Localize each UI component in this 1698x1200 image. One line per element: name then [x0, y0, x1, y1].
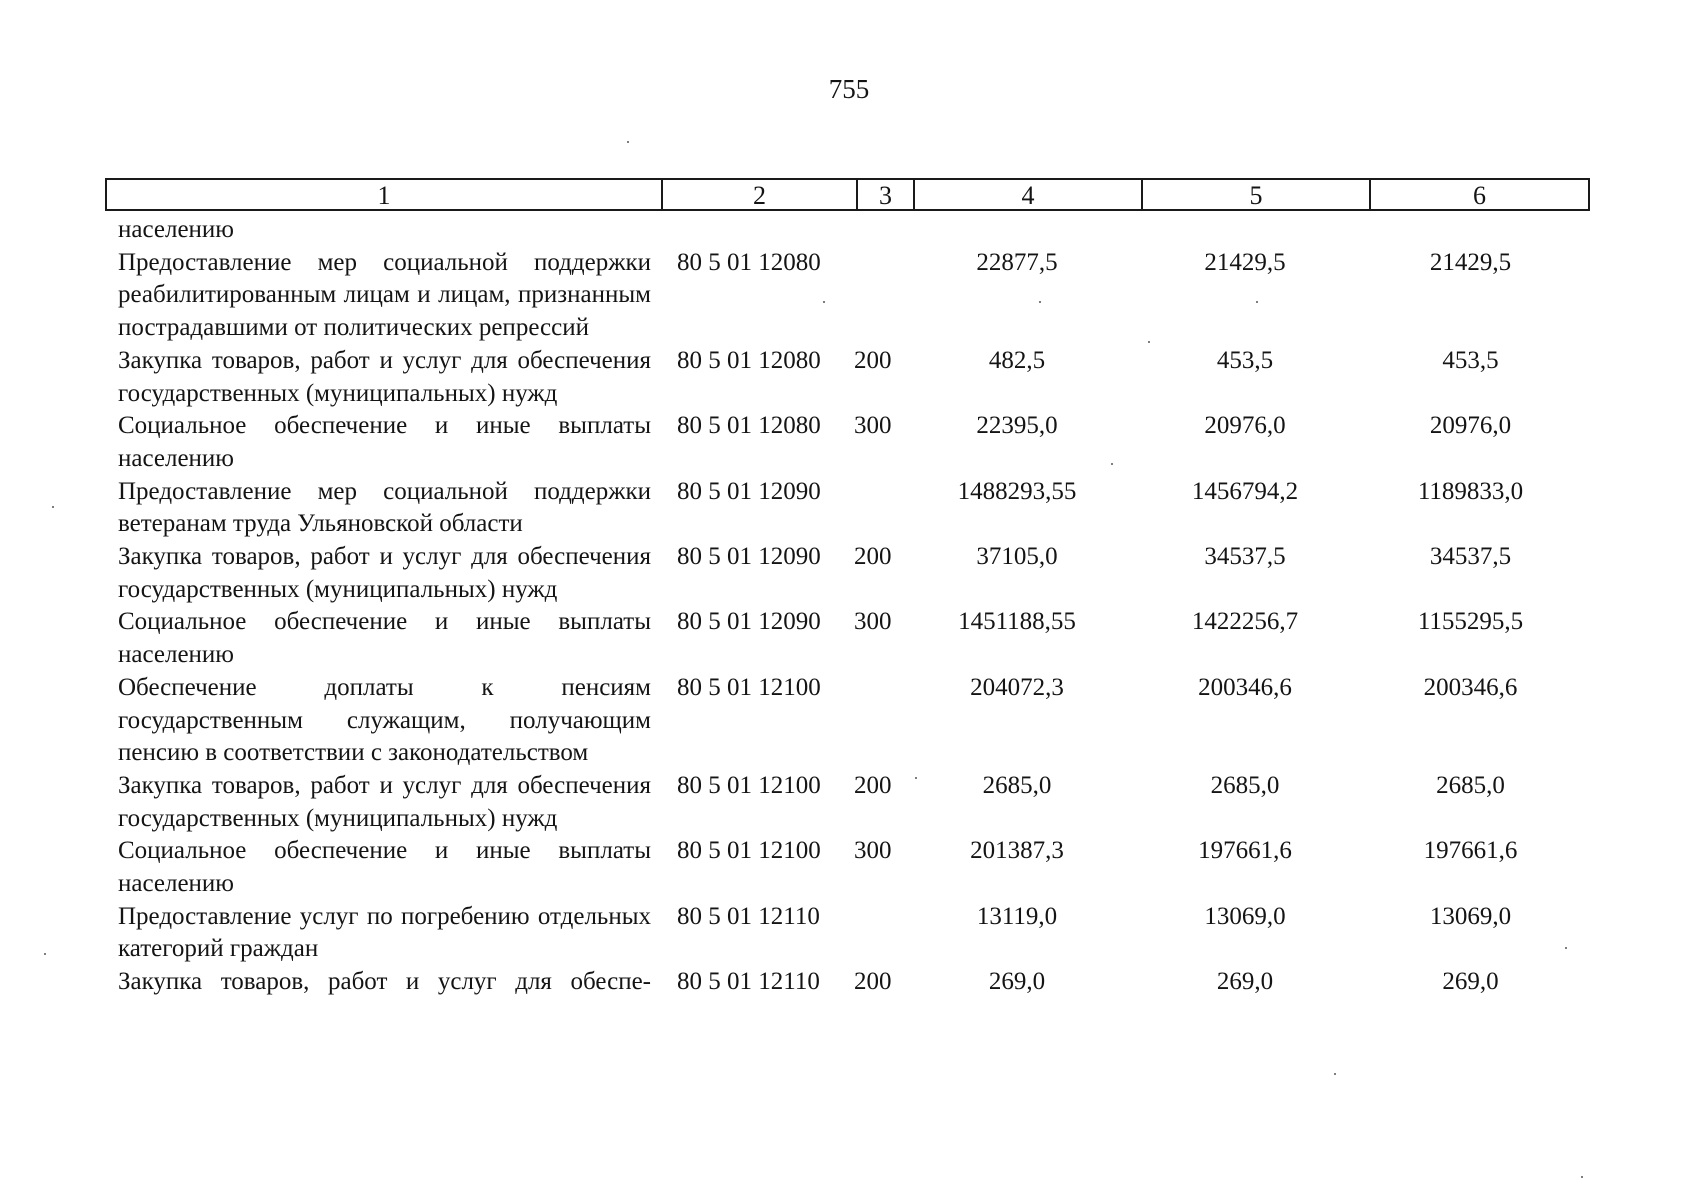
- row-value-col4: 1488293,55: [957, 477, 1077, 505]
- table-row: [105, 214, 1590, 247]
- table-row: [105, 606, 1590, 671]
- row-name: Закупка товаров, работ и услуг для обеспечения государственных (муниципальных) нужд: [118, 346, 651, 407]
- row-value-col6: 21429,5: [1429, 248, 1512, 276]
- row-type: [846, 214, 903, 247]
- row-value-col6: 269,0: [1442, 968, 1499, 996]
- row-name: Обеспечение доплаты к пенсиям государственным служащим, получающим пенсию в соответствии с законодательством: [118, 673, 651, 767]
- table-row: [105, 835, 1590, 900]
- table-row: [105, 770, 1590, 835]
- scan-speck: [44, 953, 46, 955]
- table-row: [105, 410, 1590, 475]
- row-value-col6: 1189833,0: [1417, 477, 1524, 505]
- table-header: [105, 178, 1590, 211]
- row-value-col6: 1155295,5: [1417, 608, 1524, 636]
- row-value-col5: 1422256,7: [1191, 608, 1299, 636]
- row-value-col4: 22395,0: [976, 412, 1058, 440]
- header-col-5: 5: [1141, 180, 1369, 209]
- table-row: [105, 966, 1590, 999]
- row-code: 80 5 01 12100: [677, 673, 821, 701]
- row-value-col4: 1451188,55: [958, 608, 1076, 636]
- row-value-col6: 197661,6: [1423, 837, 1518, 865]
- row-name: Социальное обеспечение и иные выплаты населению: [118, 608, 651, 669]
- scan-speck: [1581, 1176, 1583, 1178]
- row-value-col5: 2685,0: [1210, 771, 1280, 799]
- row-value-col4: 201387,3: [970, 837, 1064, 865]
- scan-speck: [1334, 1073, 1336, 1075]
- row-value-col4: 269,0: [988, 968, 1046, 996]
- row-value-col4: 482,5: [988, 346, 1046, 374]
- row-value-col5: 200346,6: [1198, 673, 1292, 701]
- row-code: 80 5 01 12100: [677, 771, 821, 799]
- header-col-3: 3: [856, 180, 913, 209]
- row-name: Закупка товаров, работ и услуг для обеспечения государственных (муниципальных) нужд: [118, 543, 651, 603]
- row-name: Предоставление мер социальной поддержки реабилитированным лицам и лицам, признанным пострадавшими от политических репрессий: [118, 248, 651, 342]
- row-value-col6: [1359, 214, 1582, 247]
- row-value-col4: 2685,0: [982, 771, 1052, 799]
- table-row: [105, 541, 1590, 606]
- row-code: 80 5 01 12080: [677, 412, 821, 440]
- row-type: 300: [854, 412, 892, 440]
- row-value-col5: 1456794,2: [1191, 477, 1299, 505]
- row-value-col5: 34537,5: [1204, 543, 1286, 571]
- row-code: [651, 214, 846, 247]
- row-value-col6: 34537,5: [1429, 543, 1512, 571]
- row-code: 80 5 01 12110: [677, 902, 820, 930]
- table-row: [105, 476, 1590, 541]
- header-col-1: 1: [377, 181, 391, 210]
- row-value-col6: 200346,6: [1423, 673, 1518, 701]
- row-value-col5: 197661,6: [1198, 837, 1292, 865]
- row-value-col4: 204072,3: [970, 673, 1064, 701]
- header-col-2: 2: [661, 180, 856, 209]
- row-code: 80 5 01 12100: [677, 837, 821, 865]
- table-row: [105, 672, 1590, 770]
- row-type: [846, 901, 903, 966]
- row-name: Предоставление услуг по погребению отдельных категорий граждан: [118, 902, 651, 963]
- row-code: 80 5 01 12090: [677, 543, 821, 571]
- row-value-col6: 453,5: [1442, 346, 1499, 374]
- row-value-col5: 21429,5: [1204, 248, 1286, 276]
- row-code: 80 5 01 12090: [677, 477, 821, 505]
- scan-speck: [52, 506, 54, 508]
- row-value-col5: 269,0: [1216, 968, 1274, 996]
- row-type: 200: [854, 771, 892, 799]
- row-name: Закупка товаров, работ и услуг для обеспе-: [118, 968, 651, 996]
- row-value-col4: 37105,0: [976, 543, 1058, 571]
- row-value-col4: 22877,5: [976, 248, 1058, 276]
- page-number: 755: [828, 74, 870, 104]
- header-col-6: 6: [1369, 180, 1588, 209]
- row-name: населению: [118, 216, 234, 243]
- row-name: Закупка товаров, работ и услуг для обеспечения государственных (муниципальных) нужд: [118, 771, 651, 832]
- row-code: 80 5 01 12090: [677, 608, 821, 636]
- row-code: 80 5 01 12110: [677, 968, 820, 996]
- row-type: 300: [854, 608, 892, 636]
- row-code: 80 5 01 12080: [677, 248, 821, 276]
- row-type: 300: [854, 837, 892, 865]
- row-value-col6: 13069,0: [1429, 902, 1512, 930]
- row-type: 200: [854, 543, 892, 571]
- row-value-col5: [1131, 214, 1359, 247]
- row-type: [846, 247, 903, 345]
- row-value-col4: [903, 214, 1131, 247]
- table-row: [105, 247, 1590, 345]
- row-value-col5: 13069,0: [1204, 902, 1286, 930]
- row-name: Предоставление мер социальной поддержки ветеранам труда Ульяновской области: [118, 477, 651, 538]
- scan-speck: [627, 141, 629, 143]
- row-value-col5: 20976,0: [1204, 412, 1286, 440]
- table-row: [105, 901, 1590, 966]
- row-type: 200: [854, 968, 892, 996]
- row-name: Социальное обеспечение и иные выплаты населению: [118, 837, 651, 898]
- table-row: [105, 345, 1590, 410]
- row-value-col6: 20976,0: [1429, 412, 1512, 440]
- table-body: [105, 214, 1590, 999]
- row-type: [846, 672, 903, 770]
- row-name: Социальное обеспечение и иные выплаты населению: [118, 412, 651, 472]
- row-code: 80 5 01 12080: [677, 346, 821, 374]
- row-type: 200: [854, 346, 892, 374]
- row-value-col6: 2685,0: [1436, 771, 1505, 799]
- row-value-col5: 453,5: [1216, 346, 1274, 374]
- header-col-4: 4: [913, 180, 1141, 209]
- row-type: [846, 476, 903, 541]
- row-value-col4: 13119,0: [976, 902, 1058, 930]
